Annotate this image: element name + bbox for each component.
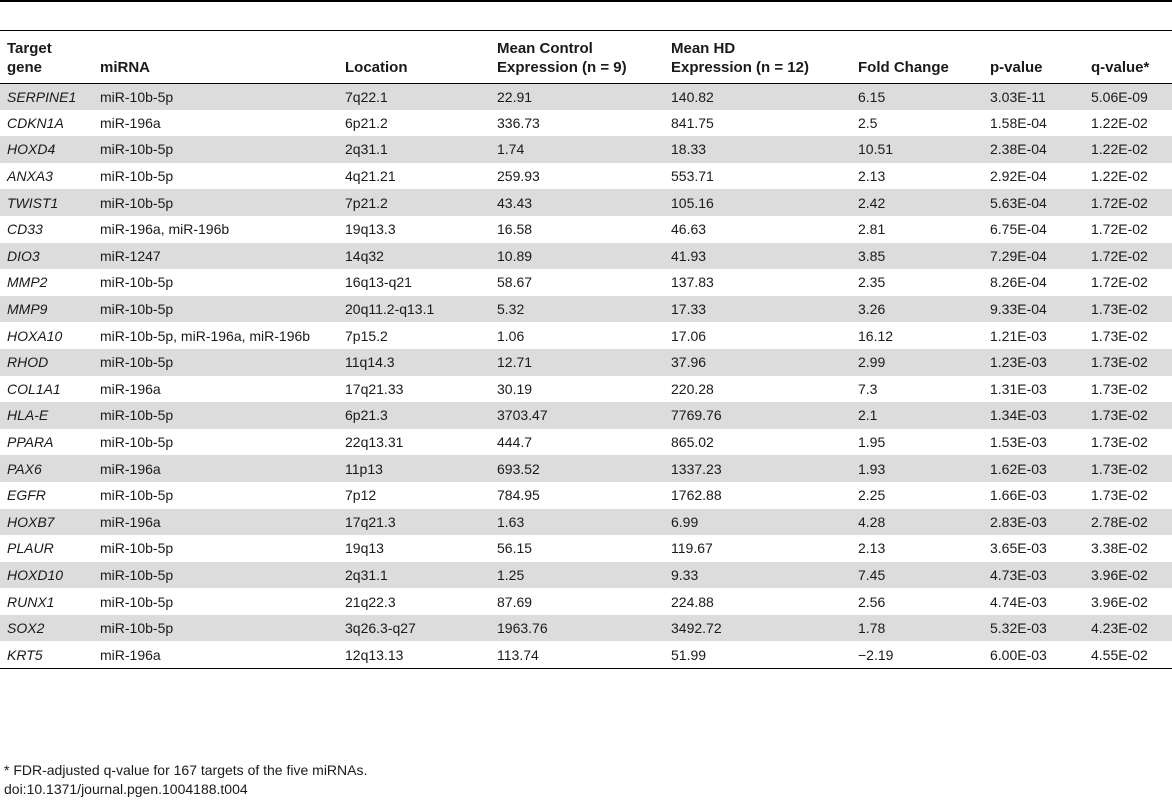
cell-mirna: miR-10b-5p <box>100 354 174 371</box>
cell-mean-hd: 865.02 <box>671 434 714 451</box>
cell-mirna: miR-10b-5p <box>100 593 174 610</box>
cell-p-value: 1.53E-03 <box>990 434 1047 451</box>
cell-mean-control: 5.32 <box>497 301 525 318</box>
table-title-band <box>0 0 1172 31</box>
cell-location: 7q22.1 <box>345 88 388 105</box>
table-row <box>0 455 1172 482</box>
cell-mean-control: 1963.76 <box>497 620 548 637</box>
cell-p-value: 2.92E-04 <box>990 168 1047 185</box>
cell-q-value: 1.73E-02 <box>1091 487 1148 504</box>
cell-fold-change: 2.13 <box>858 168 886 185</box>
table-row <box>0 535 1172 562</box>
cell-mirna: miR-10b-5p <box>100 168 174 185</box>
cell-p-value: 4.74E-03 <box>990 593 1047 610</box>
table-row <box>0 136 1172 163</box>
cell-mirna: miR-10b-5p <box>100 566 174 583</box>
cell-mirna: miR-10b-5p, miR-196a, miR-196b <box>100 327 311 344</box>
cell-target-gene: PPARA <box>7 434 54 451</box>
cell-mirna: miR-1247 <box>100 247 161 264</box>
cell-target-gene: SERPINE1 <box>7 88 77 105</box>
cell-location: 11p13 <box>345 460 383 477</box>
cell-location: 2q31.1 <box>345 141 388 158</box>
cell-mean-hd: 6.99 <box>671 513 699 530</box>
cell-p-value: 7.29E-04 <box>990 247 1047 264</box>
table-row <box>0 509 1172 536</box>
cell-fold-change: 7.45 <box>858 566 886 583</box>
cell-location: 4q21.21 <box>345 168 396 185</box>
cell-mean-control: 56.15 <box>497 540 533 557</box>
cell-location: 16q13-q21 <box>345 274 412 291</box>
table-row <box>0 562 1172 589</box>
cell-mean-control: 30.19 <box>497 380 533 397</box>
cell-fold-change: 6.15 <box>858 88 886 105</box>
cell-mean-hd: 224.88 <box>671 593 714 610</box>
table-row <box>0 83 1172 110</box>
cell-fold-change: 2.1 <box>858 407 878 424</box>
cell-p-value: 1.34E-03 <box>990 407 1047 424</box>
cell-mean-hd: 17.06 <box>671 327 707 344</box>
cell-q-value: 1.73E-02 <box>1091 327 1148 344</box>
header-fold-change: Fold Change <box>858 58 949 76</box>
cell-target-gene: HLA-E <box>7 407 49 424</box>
cell-target-gene: SOX2 <box>7 620 45 637</box>
cell-fold-change: 3.26 <box>858 301 886 318</box>
cell-fold-change: 2.81 <box>858 221 886 238</box>
cell-mirna: miR-10b-5p <box>100 274 174 291</box>
cell-target-gene: COL1A1 <box>7 380 61 397</box>
table-row <box>0 429 1172 456</box>
cell-mean-hd: 137.83 <box>671 274 714 291</box>
header-mean-hd: Mean HD Expression (n = 12) <box>671 39 809 76</box>
cell-location: 14q32 <box>345 247 384 264</box>
cell-mean-hd: 1762.88 <box>671 487 722 504</box>
cell-fold-change: 2.35 <box>858 274 886 291</box>
cell-mirna: miR-196a <box>100 380 161 397</box>
table-footnote: * FDR-adjusted q-value for 167 targets of the five miRNAs. <box>4 762 368 778</box>
cell-target-gene: CDKN1A <box>7 114 64 131</box>
cell-mean-control: 22.91 <box>497 88 533 105</box>
cell-q-value: 1.73E-02 <box>1091 380 1148 397</box>
cell-p-value: 3.03E-11 <box>990 88 1046 105</box>
cell-mirna: miR-10b-5p <box>100 301 174 318</box>
table-row <box>0 641 1172 668</box>
cell-location: 20q11.2-q13.1 <box>345 301 435 318</box>
cell-location: 17q21.3 <box>345 513 396 530</box>
cell-target-gene: PLAUR <box>7 540 54 557</box>
cell-p-value: 3.65E-03 <box>990 540 1047 557</box>
cell-mean-control: 1.06 <box>497 327 525 344</box>
table-row <box>0 349 1172 376</box>
cell-mean-control: 1.25 <box>497 566 525 583</box>
cell-fold-change: 2.5 <box>858 114 878 131</box>
cell-p-value: 1.66E-03 <box>990 487 1047 504</box>
table-row <box>0 163 1172 190</box>
cell-target-gene: HOXA10 <box>7 327 63 344</box>
header-mirna: miRNA <box>100 58 151 76</box>
cell-mean-control: 16.58 <box>497 221 533 238</box>
cell-target-gene: ANXA3 <box>7 168 53 185</box>
cell-p-value: 8.26E-04 <box>990 274 1047 291</box>
cell-mean-control: 58.67 <box>497 274 533 291</box>
cell-fold-change: 3.85 <box>858 247 886 264</box>
cell-fold-change: 7.3 <box>858 380 878 397</box>
cell-q-value: 4.55E-02 <box>1091 646 1148 663</box>
cell-p-value: 9.33E-04 <box>990 301 1047 318</box>
table-row <box>0 110 1172 137</box>
cell-fold-change: 2.13 <box>858 540 886 557</box>
cell-mean-hd: 17.33 <box>671 301 707 318</box>
cell-location: 19q13.3 <box>345 221 396 238</box>
cell-fold-change: 2.56 <box>858 593 886 610</box>
doi-text: doi:10.1371/journal.pgen.1004188.t004 <box>4 781 248 797</box>
table-row <box>0 269 1172 296</box>
cell-mean-hd: 119.67 <box>671 540 713 557</box>
cell-q-value: 1.73E-02 <box>1091 407 1148 424</box>
cell-mirna: miR-196a <box>100 460 161 477</box>
cell-q-value: 1.22E-02 <box>1091 168 1148 185</box>
cell-location: 6p21.2 <box>345 114 388 131</box>
cell-mean-control: 693.52 <box>497 460 540 477</box>
cell-mean-control: 12.71 <box>497 354 533 371</box>
cell-mean-control: 113.74 <box>497 646 539 663</box>
cell-target-gene: HOXD10 <box>7 566 64 583</box>
cell-mirna: miR-10b-5p <box>100 407 174 424</box>
cell-mean-control: 10.89 <box>497 247 533 264</box>
cell-location: 21q22.3 <box>345 593 396 610</box>
cell-mean-control: 43.43 <box>497 194 533 211</box>
cell-location: 11q14.3 <box>345 354 395 371</box>
cell-fold-change: 1.93 <box>858 460 886 477</box>
cell-p-value: 6.75E-04 <box>990 221 1047 238</box>
cell-q-value: 1.72E-02 <box>1091 247 1148 264</box>
header-mean-control: Mean Control Expression (n = 9) <box>497 39 627 76</box>
cell-q-value: 1.22E-02 <box>1091 141 1148 158</box>
cell-mirna: miR-10b-5p <box>100 487 174 504</box>
cell-p-value: 6.00E-03 <box>990 646 1047 663</box>
cell-p-value: 1.31E-03 <box>990 380 1047 397</box>
cell-target-gene: MMP9 <box>7 301 48 318</box>
cell-p-value: 1.21E-03 <box>990 327 1047 344</box>
cell-mean-control: 336.73 <box>497 114 540 131</box>
cell-p-value: 4.73E-03 <box>990 566 1047 583</box>
cell-q-value: 2.78E-02 <box>1091 513 1148 530</box>
cell-q-value: 3.96E-02 <box>1091 566 1148 583</box>
cell-location: 2q31.1 <box>345 566 388 583</box>
cell-fold-change: 2.99 <box>858 354 886 371</box>
table-row <box>0 482 1172 509</box>
cell-fold-change: 1.78 <box>858 620 886 637</box>
cell-q-value: 1.73E-02 <box>1091 434 1148 451</box>
cell-p-value: 1.23E-03 <box>990 354 1047 371</box>
cell-fold-change: −2.19 <box>858 646 894 663</box>
header-q-value: q-value* <box>1091 58 1150 76</box>
cell-mirna: miR-196a <box>100 513 161 530</box>
cell-location: 12q13.13 <box>345 646 404 663</box>
cell-p-value: 2.38E-04 <box>990 141 1047 158</box>
cell-fold-change: 2.42 <box>858 194 886 211</box>
cell-mean-control: 259.93 <box>497 168 540 185</box>
cell-mean-control: 87.69 <box>497 593 533 610</box>
cell-mirna: miR-10b-5p <box>100 434 174 451</box>
cell-mean-hd: 18.33 <box>671 141 707 158</box>
cell-location: 7p12 <box>345 487 377 504</box>
cell-fold-change: 1.95 <box>858 434 886 451</box>
cell-mirna: miR-10b-5p <box>100 141 174 158</box>
table-row <box>0 588 1172 615</box>
table-row <box>0 322 1172 349</box>
cell-mean-hd: 220.28 <box>671 380 714 397</box>
cell-mean-control: 1.74 <box>497 141 525 158</box>
cell-location: 7p21.2 <box>345 194 388 211</box>
cell-target-gene: CD33 <box>7 221 43 238</box>
cell-mirna: miR-196a <box>100 646 161 663</box>
cell-location: 7p15.2 <box>345 327 388 344</box>
table-body <box>0 83 1172 668</box>
cell-mean-control: 444.7 <box>497 434 533 451</box>
table-row <box>0 243 1172 270</box>
cell-q-value: 1.72E-02 <box>1091 221 1148 238</box>
cell-p-value: 1.62E-03 <box>990 460 1047 477</box>
cell-target-gene: DIO3 <box>7 247 40 264</box>
cell-q-value: 3.96E-02 <box>1091 593 1148 610</box>
header-target-gene: Target gene <box>7 39 52 76</box>
table-row <box>0 189 1172 216</box>
cell-q-value: 1.72E-02 <box>1091 274 1148 291</box>
cell-mean-hd: 3492.72 <box>671 620 722 637</box>
cell-p-value: 5.32E-03 <box>990 620 1047 637</box>
cell-target-gene: RHOD <box>7 354 49 371</box>
cell-mirna: miR-10b-5p <box>100 88 174 105</box>
cell-target-gene: EGFR <box>7 487 46 504</box>
header-location: Location <box>345 58 408 76</box>
cell-q-value: 1.73E-02 <box>1091 354 1148 371</box>
cell-location: 3q26.3-q27 <box>345 620 416 637</box>
cell-q-value: 1.72E-02 <box>1091 194 1148 211</box>
cell-mean-hd: 41.93 <box>671 247 707 264</box>
cell-target-gene: RUNX1 <box>7 593 55 610</box>
cell-location: 19q13 <box>345 540 384 557</box>
cell-location: 17q21.33 <box>345 380 404 397</box>
cell-mirna: miR-10b-5p <box>100 620 174 637</box>
cell-q-value: 1.73E-02 <box>1091 301 1148 318</box>
table-row <box>0 376 1172 403</box>
cell-target-gene: KRT5 <box>7 646 43 663</box>
cell-target-gene: MMP2 <box>7 274 48 291</box>
cell-mean-hd: 105.16 <box>671 194 714 211</box>
cell-location: 6p21.3 <box>345 407 388 424</box>
cell-target-gene: PAX6 <box>7 460 42 477</box>
cell-target-gene: HOXB7 <box>7 513 55 530</box>
header-p-value: p-value <box>990 58 1043 76</box>
table-row <box>0 615 1172 642</box>
cell-mean-hd: 1337.23 <box>671 460 722 477</box>
cell-mean-hd: 37.96 <box>671 354 707 371</box>
cell-fold-change: 4.28 <box>858 513 886 530</box>
cell-p-value: 5.63E-04 <box>990 194 1047 211</box>
cell-mean-hd: 553.71 <box>671 168 714 185</box>
table-row <box>0 216 1172 243</box>
table-header-row <box>0 33 1172 83</box>
cell-mirna: miR-196a <box>100 114 161 131</box>
cell-mean-hd: 7769.76 <box>671 407 722 424</box>
cell-q-value: 4.23E-02 <box>1091 620 1148 637</box>
cell-q-value: 5.06E-09 <box>1091 88 1148 105</box>
cell-mean-control: 1.63 <box>497 513 525 530</box>
table-row <box>0 402 1172 429</box>
cell-fold-change: 16.12 <box>858 327 894 344</box>
cell-q-value: 1.73E-02 <box>1091 460 1148 477</box>
cell-mean-hd: 841.75 <box>671 114 714 131</box>
cell-location: 22q13.31 <box>345 434 404 451</box>
cell-mean-control: 784.95 <box>497 487 540 504</box>
cell-mirna: miR-10b-5p <box>100 194 174 211</box>
data-table <box>0 33 1172 669</box>
cell-fold-change: 2.25 <box>858 487 886 504</box>
cell-p-value: 1.58E-04 <box>990 114 1047 131</box>
cell-target-gene: TWIST1 <box>7 194 59 211</box>
table-row <box>0 296 1172 323</box>
cell-target-gene: HOXD4 <box>7 141 56 158</box>
cell-fold-change: 10.51 <box>858 141 894 158</box>
cell-mean-hd: 51.99 <box>671 646 707 663</box>
cell-mean-hd: 140.82 <box>671 88 714 105</box>
cell-p-value: 2.83E-03 <box>990 513 1047 530</box>
cell-q-value: 1.22E-02 <box>1091 114 1148 131</box>
cell-mean-control: 3703.47 <box>497 407 548 424</box>
cell-q-value: 3.38E-02 <box>1091 540 1148 557</box>
cell-mean-hd: 9.33 <box>671 566 699 583</box>
cell-mean-hd: 46.63 <box>671 221 707 238</box>
cell-mirna: miR-10b-5p <box>100 540 174 557</box>
cell-mirna: miR-196a, miR-196b <box>100 221 230 238</box>
